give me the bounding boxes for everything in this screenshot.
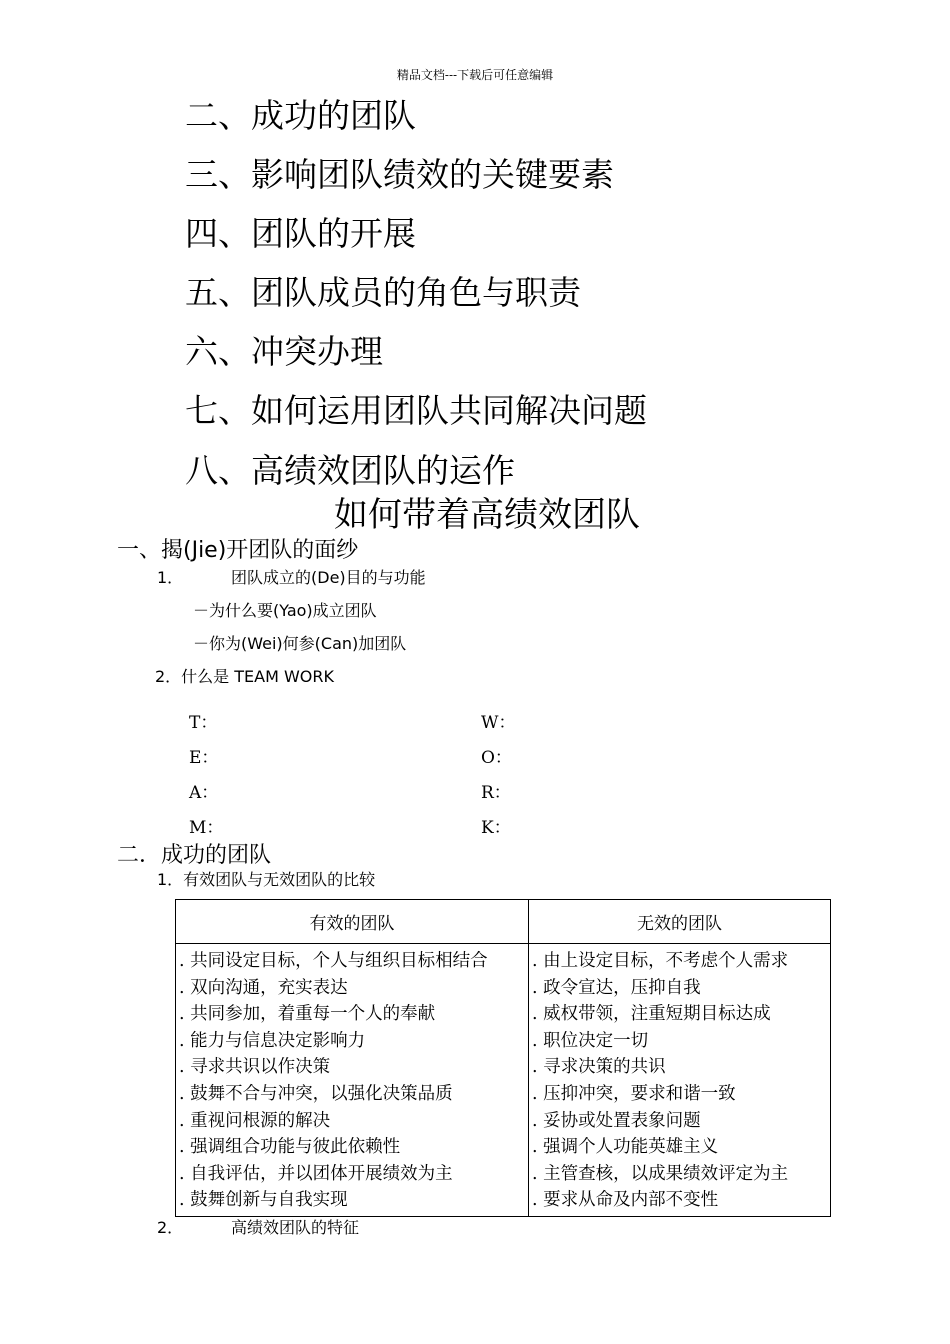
list-item: 团队成立的(De)目的与功能 [231, 568, 426, 587]
list-item: . 强调个人功能英雄主义 [532, 1137, 719, 1158]
list-number: 2． [157, 1218, 184, 1237]
list-item: . 鼓舞创新与自我实现 [179, 1190, 348, 1211]
list-item: . 寻求决策的共识 [532, 1057, 666, 1078]
list-item: . 要求从命及内部不变性 [532, 1190, 719, 1211]
list-item: . 强调组合功能与彼此依赖性 [179, 1137, 401, 1158]
comparison-table [175, 899, 831, 1217]
teamwork-letter: E： [189, 748, 219, 768]
toc-item: 七、如何运用团队共同解决问题 [185, 391, 647, 430]
page-header: 精品文档---下载后可任意编辑 [396, 68, 554, 82]
column-header-ineffective: 无效的团队 [529, 900, 831, 944]
toc-item: 五、团队成员的角色与职责 [185, 273, 581, 312]
teamwork-letter: R： [481, 783, 511, 803]
list-item: . 主管查核，以成果绩效评定为主 [532, 1163, 789, 1184]
toc-item: 六、冲突办理 [185, 332, 383, 371]
list-item: 1．有效团队与无效团队的比较 [157, 870, 376, 889]
list-item: . 鼓舞不合与冲突，以强化决策品质 [179, 1083, 453, 1104]
list-item: 2．什么是 TEAM WORK [155, 667, 335, 686]
document-title: 如何带着高绩效团队 [334, 495, 640, 535]
section-heading: 二．成功的团队 [117, 843, 272, 868]
bullet-item: －为什么要(Yao)成立团队 [193, 601, 377, 620]
teamwork-letter: O： [481, 748, 512, 768]
teamwork-letter: T： [189, 713, 218, 733]
ineffective-team-cell [529, 944, 831, 1217]
section-heading: 一、揭(Jie)开团队的面纱 [117, 538, 359, 563]
list-item: . 共同参加，着重每一个人的奉献 [179, 1004, 436, 1025]
effective-team-cell [176, 944, 529, 1217]
toc-item: 二、成功的团队 [185, 96, 416, 135]
teamwork-letter: A： [189, 783, 219, 803]
list-item: . 共同设定目标，个人与组织目标相结合 [179, 951, 488, 971]
list-item: . 压抑冲突，要求和谐一致 [532, 1083, 736, 1104]
table-row [176, 944, 831, 1217]
list-item: . 双向沟通，充实表达 [179, 977, 348, 998]
list-item: . 由上设定目标，不考虑个人需求 [532, 951, 789, 971]
list-number: 1． [157, 568, 184, 587]
toc-item: 三、影响团队绩效的关键要素 [185, 155, 614, 194]
list-item: . 自我评估，并以团体开展绩效为主 [179, 1163, 453, 1184]
list-item: . 寻求共识以作决策 [179, 1057, 331, 1078]
list-item: . 能力与信息决定影响力 [179, 1030, 366, 1051]
list-item: . 重视问根源的解决 [179, 1110, 331, 1131]
table-header-row [176, 900, 831, 944]
toc-item: 四、团队的开展 [185, 214, 416, 253]
list-item: . 政令宣达，压抑自我 [532, 977, 701, 998]
teamwork-letter: W： [481, 713, 516, 733]
teamwork-letter: K： [481, 818, 511, 838]
list-item: . 威权带领，注重短期目标达成 [532, 1004, 771, 1025]
list-item: . 职位决定一切 [532, 1030, 649, 1051]
bullet-item: －你为(Wei)何参(Can)加团队 [193, 634, 407, 653]
list-item: 高绩效团队的特征 [231, 1218, 360, 1237]
column-header-effective: 有效的团队 [176, 900, 529, 944]
list-item: . 妥协或处置表象问题 [532, 1110, 701, 1131]
teamwork-letter: M： [189, 818, 224, 838]
toc-item: 八、高绩效团队的运作 [185, 451, 515, 490]
